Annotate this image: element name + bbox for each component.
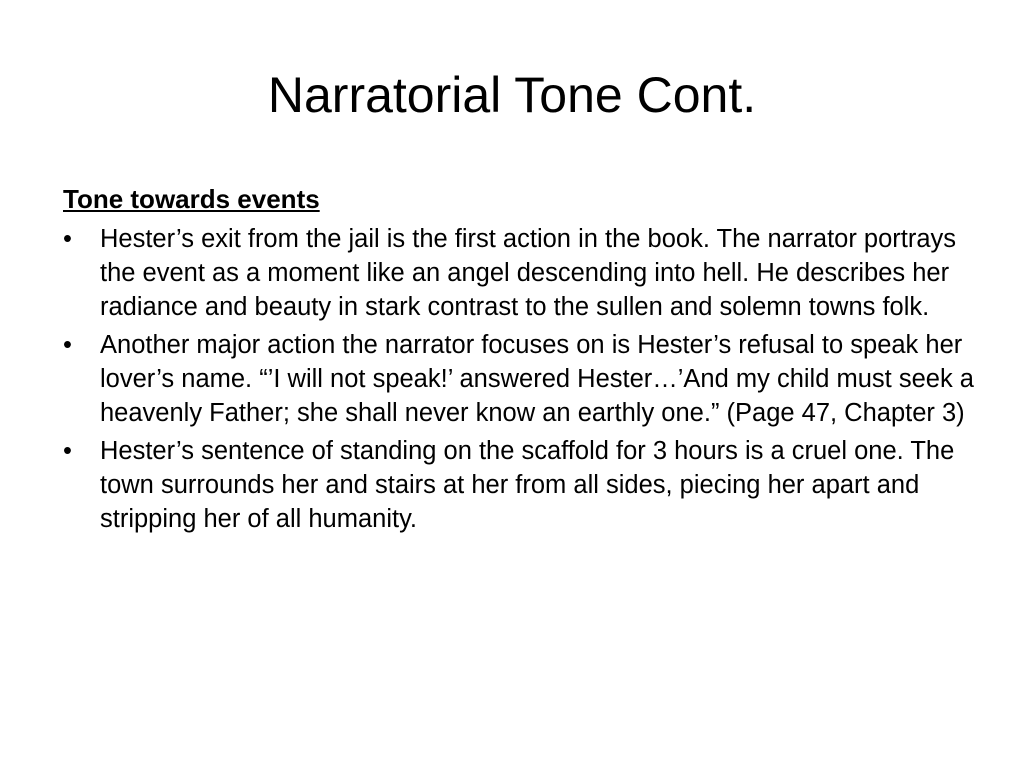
bullet-item [63, 222, 983, 324]
bullet-text: Another major action the narrator focuses on is Hester’s refusal to speak her lover’s name. “’I will not speak!’ answered Hester…’And my child must seek a heavenly Father; she shall never know an earthly one.” (Page 47, Chapter 3) [100, 331, 974, 427]
bullet-text: Hester’s exit from the jail is the first action in the book. The narrator portrays the event as a moment like an angel descending into hell. He describes her radiance and beauty in stark contrast to the sullen and solemn towns folk. [100, 225, 957, 321]
bullet-item [63, 434, 983, 536]
section-heading: Tone towards events [63, 184, 320, 214]
bullet-item [63, 328, 983, 430]
bullet-dot-icon: • [63, 437, 72, 465]
slide-title: Narratorial Tone Cont. [267, 67, 757, 123]
slide-body [63, 180, 983, 540]
bullet-dot-icon: • [63, 225, 72, 253]
bullet-dot-icon: • [63, 331, 72, 359]
bullet-text: Hester’s sentence of standing on the scaffold for 3 hours is a cruel one. The town surrounds her and stairs at her from all sides, piecing her apart and stripping her of all humanity. [100, 437, 955, 533]
bullet-list [63, 222, 983, 536]
